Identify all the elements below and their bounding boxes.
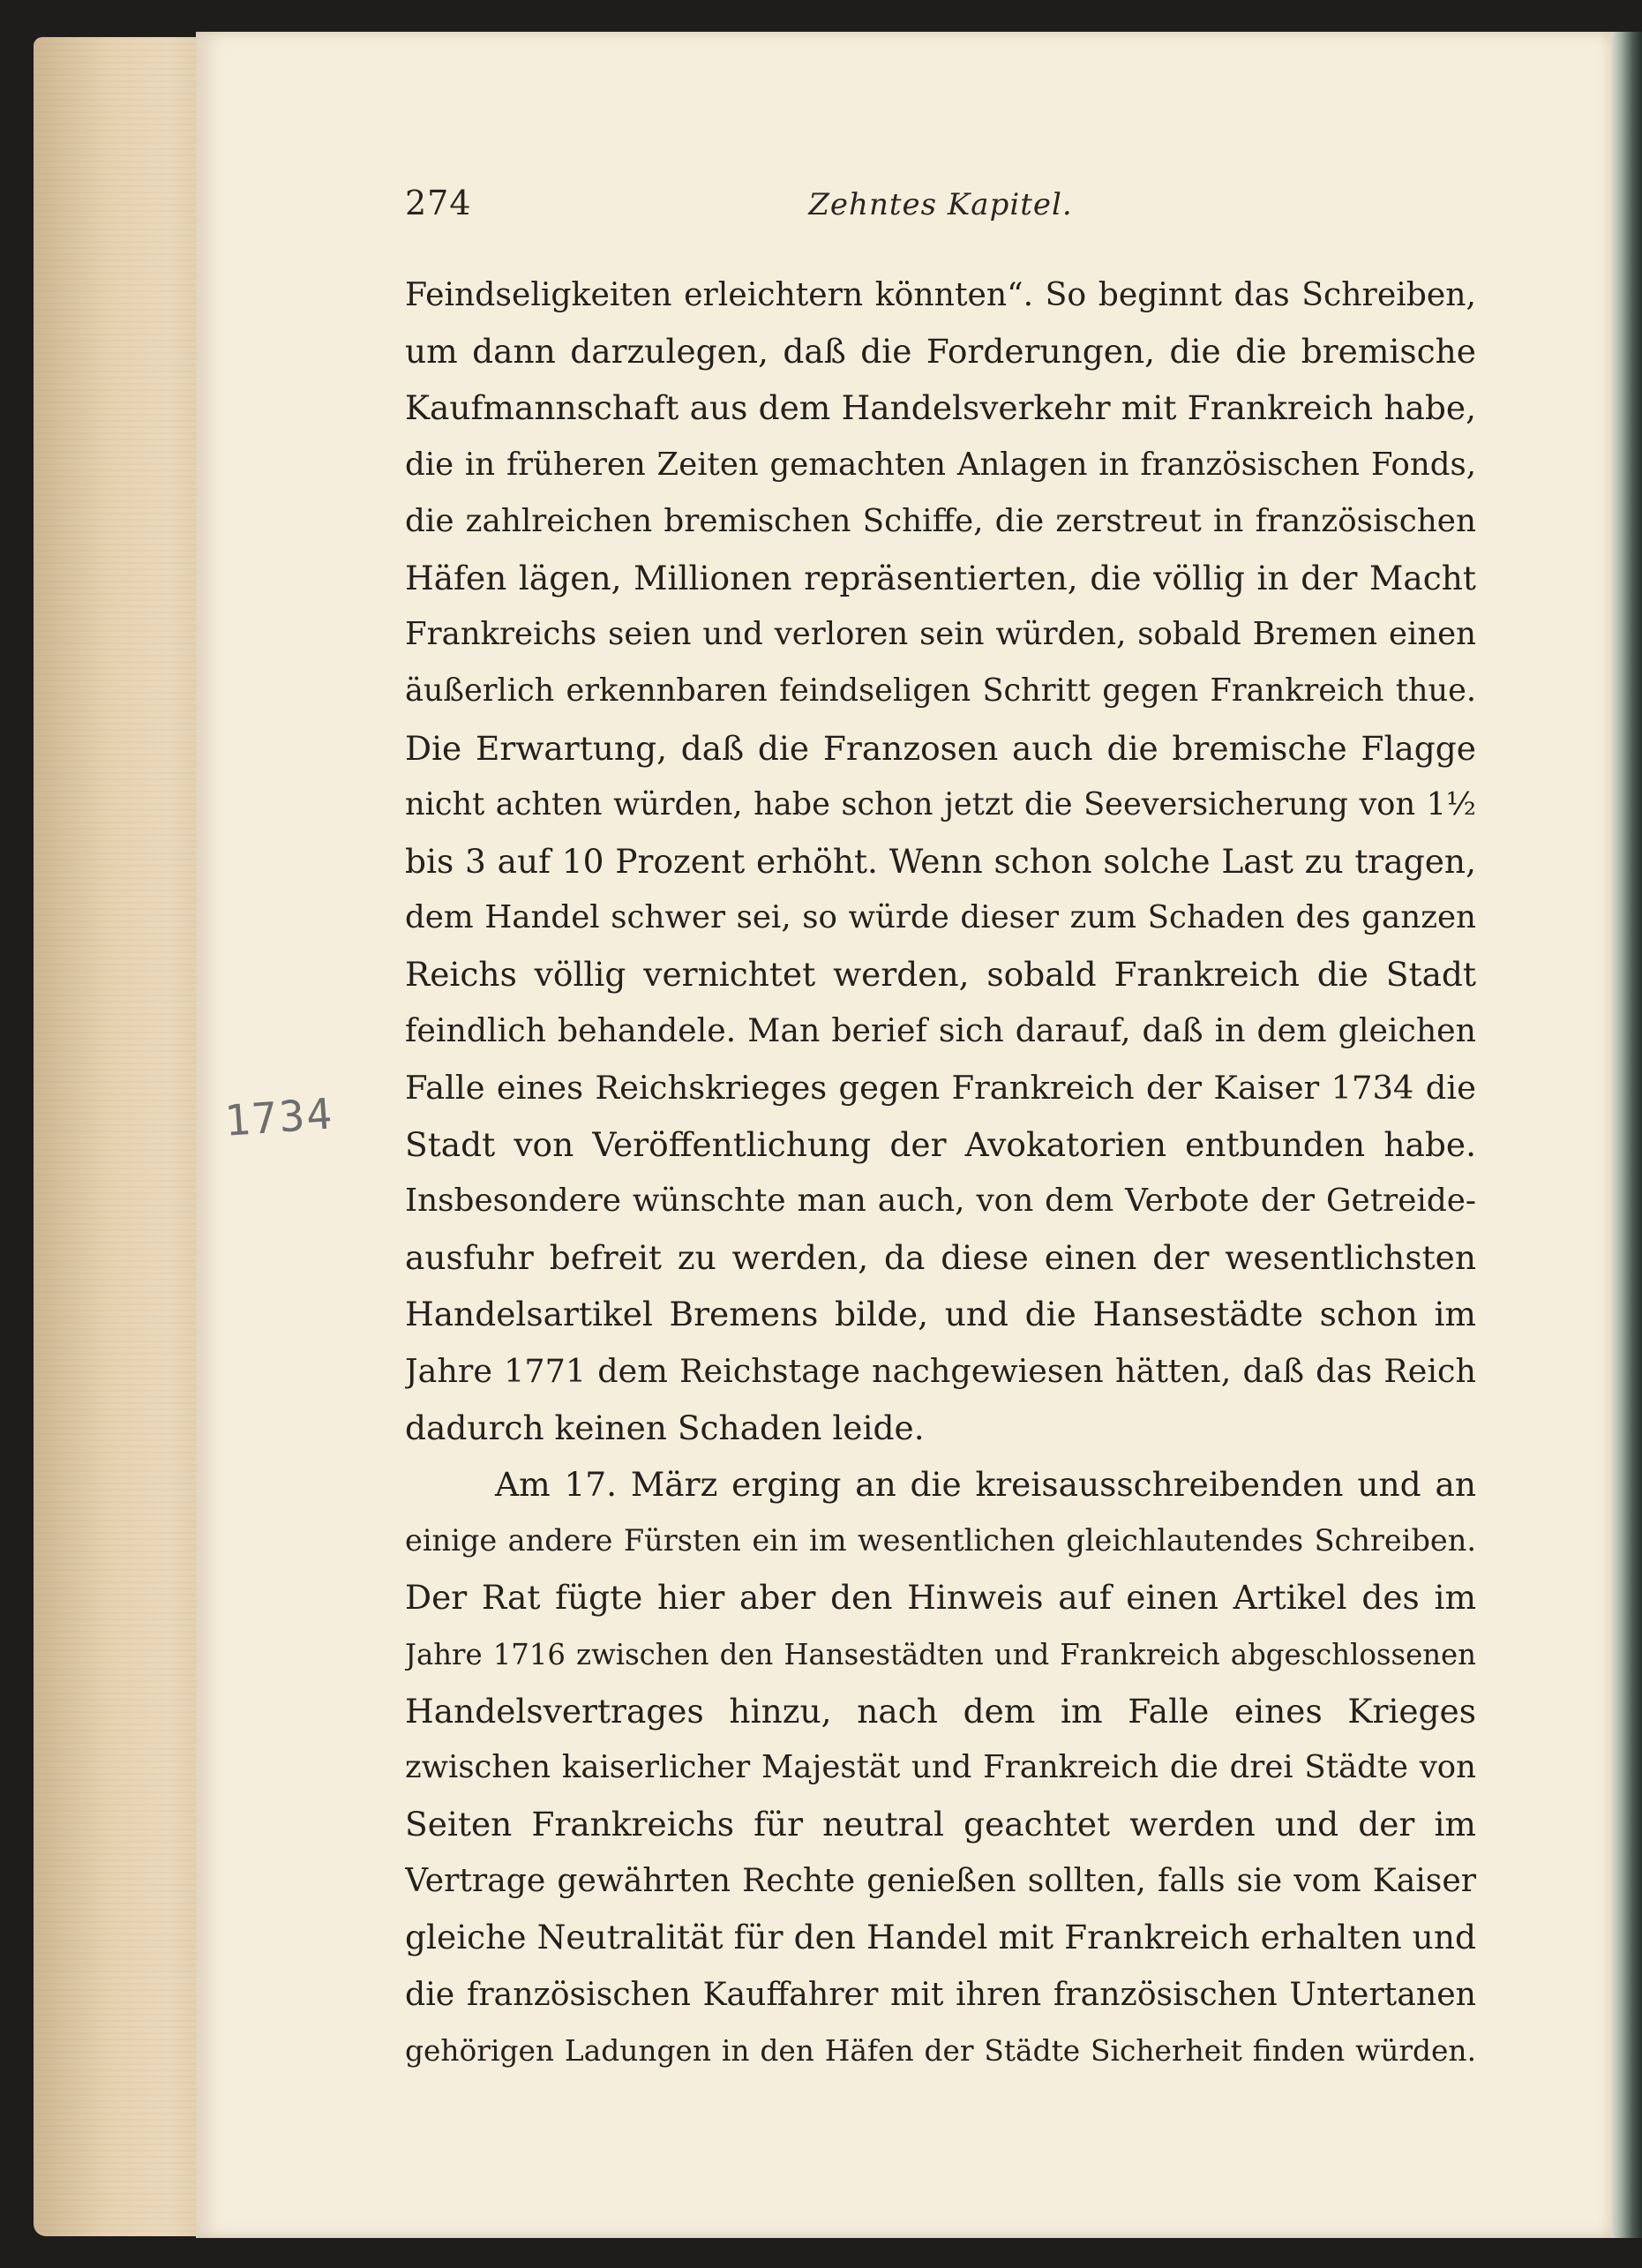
text-line: äußerlich erkennbaren feindseligen Schritt gegen Frankreich thue. xyxy=(405,672,1476,710)
text-line: Handelsvertrages hinzu, nach dem im Falle eines Krieges xyxy=(405,1691,1476,1731)
paragraph-1 xyxy=(405,267,1476,1456)
text-line: dadurch keinen Schaden leide. xyxy=(405,1408,925,1447)
text-line: Frankreichs seien und verloren sein würden, sobald Bremen einen xyxy=(405,616,1476,653)
text-line: dem Handel schwer sei, so würde dieser zum Schaden des ganzen xyxy=(405,899,1476,936)
text-line: die zahlreichen bremischen Schiffe, die zerstreut in französischen xyxy=(405,502,1476,539)
text-line: Vertrage gewährten Rechte genießen sollten, falls sie vom Kaiser xyxy=(405,1861,1476,1900)
book-spine xyxy=(1611,32,1642,2238)
text-line: feindlich behandele. Man berief sich darauf, daß in dem gleichen xyxy=(405,1011,1476,1050)
text-line: Jahre 1771 dem Reichstage nachgewiesen hätten, daß das Reich xyxy=(405,1351,1476,1390)
text-line: Reichs völlig vernichtet werden, sobald Frankreich die Stadt xyxy=(405,955,1476,995)
text-line: Häfen lägen, Millionen repräsentierten, die völlig in der Macht xyxy=(405,558,1476,597)
page-number: 274 xyxy=(405,184,472,222)
text-line: Jahre 1716 zwischen den Hansestädten und Frankreich abgeschlossenen xyxy=(405,1637,1476,1671)
text-line: Stadt von Veröffentlichung der Avokatorien entbunden habe. xyxy=(405,1124,1476,1164)
chapter-title: Zehntes Kapitel. xyxy=(808,187,1073,222)
running-header xyxy=(405,184,1476,237)
text-line: gleiche Neutralität für den Handel mit Frankreich erhalten und xyxy=(405,1918,1476,1957)
text-line: die in früheren Zeiten gemachten Anlagen in französischen Fonds, xyxy=(405,446,1476,483)
paragraph-2 xyxy=(405,1456,1476,2079)
handwritten-margin-note: 1734 xyxy=(222,1089,335,1146)
text-line: Insbesondere wünschte man auch, von dem Verbote der Getreide- xyxy=(405,1183,1476,1219)
text-line: Falle eines Reichskrieges gegen Frankreich der Kaiser 1734 die xyxy=(405,1068,1476,1107)
text-line: Der Rat fügte hier aber den Hinweis auf einen Artikel des im xyxy=(405,1578,1476,1618)
text-line: einige andere Fürsten ein im wesentlichen gleichlautendes Schreiben. xyxy=(405,1523,1476,1558)
text-line: bis 3 auf 10 Prozent erhöht. Wenn schon solche Last zu tragen, xyxy=(405,841,1476,881)
text-line: Die Erwartung, daß die Franzosen auch die bremische Flagge xyxy=(405,728,1476,768)
text-line: Handelsartikel Bremens bilde, und die Hansestädte schon im xyxy=(405,1295,1476,1334)
text-line: zwischen kaiserlicher Majestät und Frankreich die drei Städte von xyxy=(405,1748,1476,1785)
text-line: die französischen Kauffahrer mit ihren französischen Untertanen xyxy=(405,1974,1476,2013)
text-line: nicht achten würden, habe schon jetzt die Seeversicherung von 1½ xyxy=(405,785,1476,822)
text-line: Feindseligkeiten erleichtern könnten“. So beginnt das Schreiben, xyxy=(405,275,1476,313)
text-line: ausfuhr befreit zu werden, da diese einen der wesentlichsten xyxy=(405,1238,1476,1278)
text-line: Kaufmannschaft aus dem Handelsverkehr mit Frankreich habe, xyxy=(405,388,1476,428)
text-line: gehörigen Ladungen in den Häfen der Städte Sicherheit finden würden. xyxy=(405,2033,1476,2068)
page-block-edge-lines xyxy=(34,37,201,2236)
body-text xyxy=(405,267,1476,2079)
text-line: Seiten Frankreichs für neutral geachtet werden und der im xyxy=(405,1805,1476,1844)
text-line: Am 17. März erging an die kreisausschreibenden und an xyxy=(495,1464,1476,1504)
text-line: um dann darzulegen, daß die Forderungen, die die bremische xyxy=(405,332,1476,372)
